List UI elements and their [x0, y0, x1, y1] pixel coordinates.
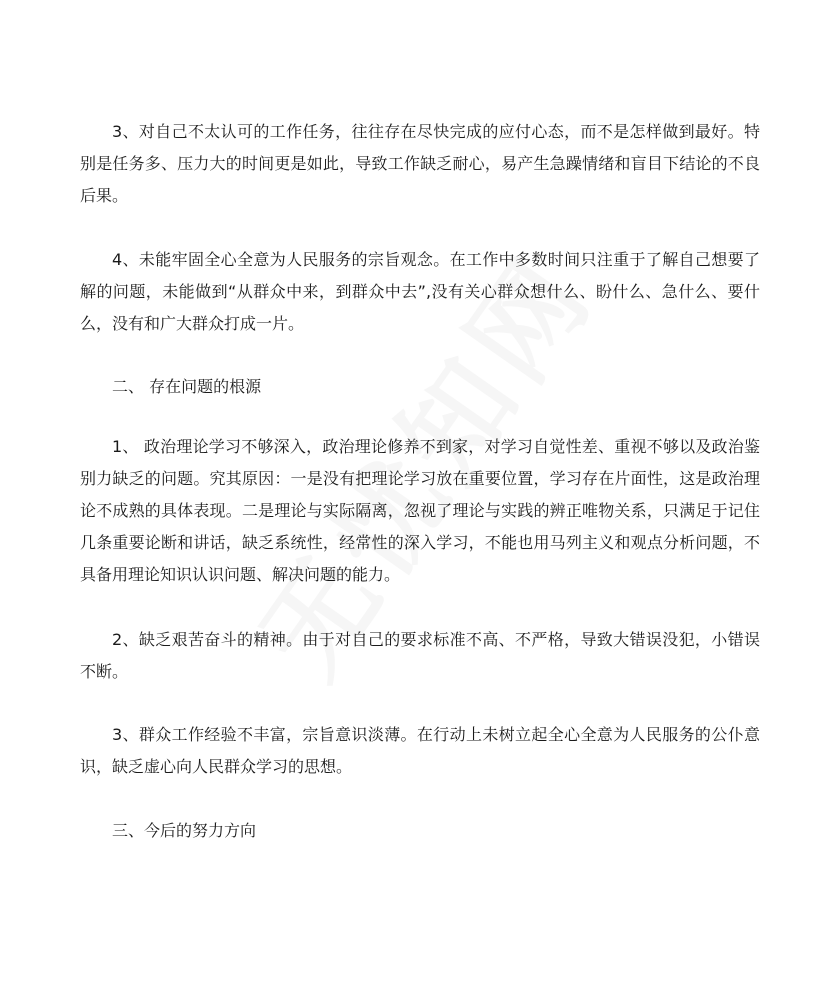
paragraph-cause-1-theory-study: 1、 政治理论学习不够深入，政治理论修养不到家，对学习自觉性差、重视不够以及政治鉴别力缺乏的问题。究其原因：一是没有把理论学习放在重要位置，学习存在片面性，这是政治理论不成熟的具体表现。二是理论与实际隔离，忽视了理论与实践的辨正唯物关系，只满足于记住几条重要论断和讲话，缺乏系统性，经常性的深入学习，不能也用马列主义和观点分析问题，不具备用理论知识认识问题、解决问题的能力。: [80, 437, 760, 584]
section-heading-future-direction: 三、今后的努力方向: [112, 821, 257, 840]
section-heading-root-causes: 二、 存在问题的根源: [112, 377, 262, 396]
paragraph-item-3-work-attitude: 3、对自己不太认可的工作任务，往往存在尽快完成的应付心态，而不是怎样做到最好。特别是任务多、压力大的时间更是如此，导致工作缺乏耐心，易产生急躁情绪和盲目下结论的不良后果。: [80, 122, 760, 205]
paragraph-cause-3-mass-work: 3、群众工作经验不丰富，宗旨意识淡薄。在行动上未树立起全心全意为人民服务的公仆意识，缺乏虚心向人民群众学习的思想。: [80, 725, 760, 776]
paragraph-cause-2-hard-work: 2、缺乏艰苦奋斗的精神。由于对自己的要求标准不高、不严格，导致大错误没犯，小错误不断。: [80, 630, 760, 681]
paragraph-item-4-service-concept: 4、未能牢固全心全意为人民服务的宗旨观念。在工作中多数时间只注重于了解自己想要了解的问题，未能做到“从群众中来，到群众中去”,没有关心群众想什么、盼什么、急什么、要什么，没有和广大群众打成一片。: [80, 250, 760, 333]
